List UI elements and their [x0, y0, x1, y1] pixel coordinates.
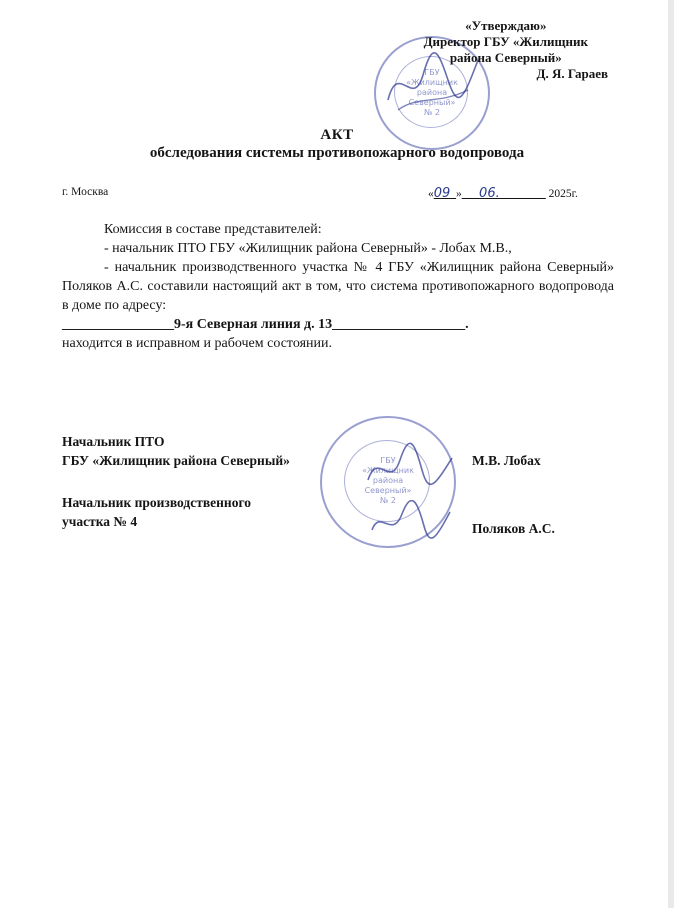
- section-title-2: участка № 4: [62, 514, 138, 529]
- title-sub: обследования системы противопожарного водопровода: [149, 145, 525, 161]
- pto-signature-block: [62, 432, 290, 470]
- date-year: 2025г.: [548, 188, 578, 200]
- upper-stamp: ГБУ «Жилищник района Северный» № 2: [374, 36, 490, 150]
- commission-member-1: - начальник ПТО ГБУ «Жилищник района Северный» - Лобах М.В.,: [104, 241, 512, 256]
- commission-intro: Комиссия в составе представителей:: [104, 222, 322, 237]
- section-name: Поляков А.С.: [472, 521, 555, 536]
- section-title-1: Начальник производственного: [62, 495, 251, 510]
- lower-stamp: ГБУ «Жилищник района Северный» № 2: [320, 416, 456, 548]
- place-label: г. Москва: [62, 186, 109, 198]
- polyakov-signature: [366, 500, 456, 550]
- date-day: 09: [433, 186, 451, 201]
- date-month: 06.: [479, 186, 500, 201]
- approval-line-2: Директор ГБУ «Жилищник: [423, 34, 588, 49]
- approval-signatory: Д. Я. Гараев: [536, 66, 608, 81]
- document-title: [0, 126, 674, 162]
- section-signature-block: [62, 493, 251, 531]
- pto-title-1: Начальник ПТО: [62, 434, 165, 449]
- document-body: [62, 220, 614, 353]
- address-value: 9-я Северная линия д. 13: [174, 317, 333, 332]
- lobakh-signature: [360, 440, 460, 500]
- approval-block: [423, 18, 608, 82]
- approval-line-1: «Утверждаю»: [465, 18, 547, 33]
- pto-title-2: ГБУ «Жилищник района Северный»: [62, 453, 290, 468]
- result-text: находится в исправном и рабочем состоянии.: [62, 336, 332, 351]
- approval-line-3: района Северный»: [449, 50, 562, 65]
- address-line: ________________9-я Северная линия д. 13___________________.: [62, 317, 469, 332]
- commission-member-2: - начальник производственного участка № 4 ГБУ «Жилищник района Северный» Поляков А.С. составили настоящий акт в том, что система противопожарного водопровода в доме по адресу:: [62, 260, 614, 313]
- pto-name: М.В. Лобах: [472, 453, 541, 468]
- date-line: «09_»___06.________ 2025г.: [428, 186, 578, 201]
- title-main: АКТ: [320, 127, 354, 143]
